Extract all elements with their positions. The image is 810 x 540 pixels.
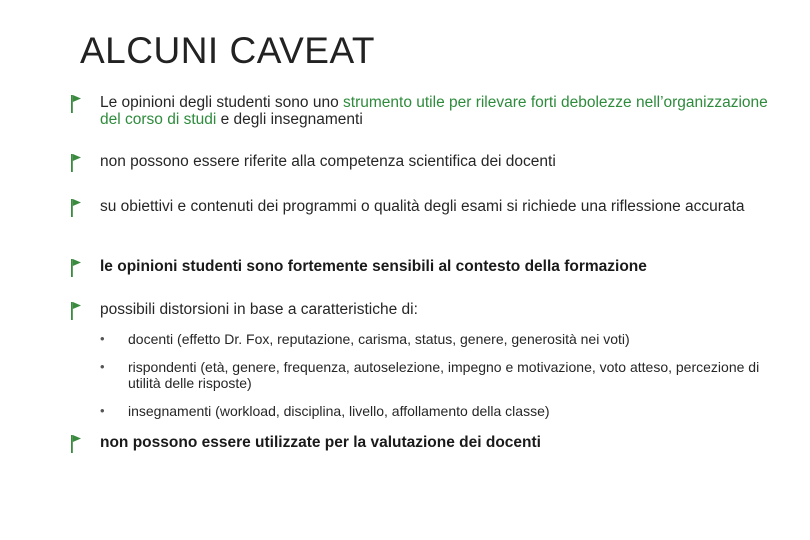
- flag-icon: [70, 259, 82, 277]
- sub-bullet-dot: •: [100, 359, 105, 374]
- flag-icon: [70, 154, 82, 172]
- bullet-text: possibili distorsioni in base a caratteristiche di:: [100, 301, 418, 318]
- bullet-text-part: e degli insegnamenti: [216, 111, 363, 128]
- bullet-item-3: [70, 198, 744, 215]
- sub-bullet-item: [100, 403, 770, 419]
- bullet-text: non possono essere utilizzate per la valutazione dei docenti: [100, 434, 541, 451]
- sub-bullet-text: rispondenti (età, genere, frequenza, autoselezione, impegno e motivazione, voto atteso, percezione di utilità delle risposte): [128, 359, 760, 391]
- bullet-item-2: [70, 153, 556, 170]
- flag-icon: [70, 302, 82, 320]
- bullet-text: le opinioni studenti sono fortemente sensibili al contesto della formazione: [100, 258, 647, 275]
- bullet-item-1: [70, 94, 770, 128]
- bullet-text: non possono essere riferite alla competenza scientifica dei docenti: [100, 153, 556, 170]
- bullet-highlight-text: strumento utile per rilevare forti debolezze nell’organizzazione del corso di studi: [100, 94, 768, 128]
- sub-bullet-list: [100, 331, 770, 419]
- bullet-text: su obiettivi e contenuti dei programmi o qualità degli esami si richiede una riflessione accurata: [100, 198, 745, 215]
- sub-bullet-item: [100, 359, 770, 391]
- bullet-text-part: Le opinioni degli studenti sono uno: [100, 94, 344, 111]
- sub-bullet-dot: •: [100, 331, 105, 346]
- flag-icon: [70, 435, 82, 453]
- sub-bullet-text: insegnamenti (workload, disciplina, livello, affollamento della classe): [128, 403, 550, 419]
- sub-bullet-item: [100, 331, 770, 347]
- sub-bullet-dot: •: [100, 403, 105, 418]
- page-title: ALCUNI CAVEAT: [80, 30, 376, 71]
- flag-icon: [70, 199, 82, 217]
- bullet-item-6: [70, 434, 541, 451]
- bullet-item-5: [70, 301, 770, 431]
- flag-icon: [70, 95, 82, 113]
- bullet-item-4: [70, 258, 647, 275]
- sub-bullet-text: docenti (effetto Dr. Fox, reputazione, carisma, status, genere, generosità nei voti): [128, 331, 630, 347]
